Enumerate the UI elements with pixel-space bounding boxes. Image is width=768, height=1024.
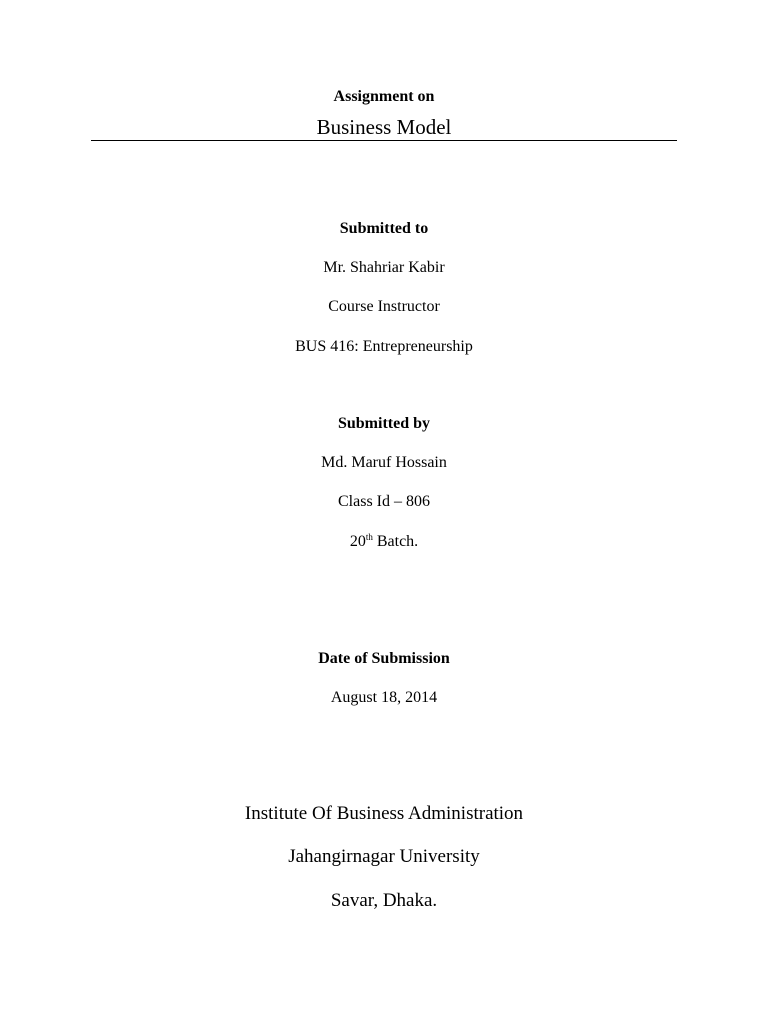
title-divider (91, 140, 677, 141)
location: Savar, Dhaka. (330, 890, 438, 911)
batch-ordinal: th (365, 532, 373, 542)
instructor-name: Mr. Shahriar Kabir (323, 259, 445, 276)
batch (0, 534, 768, 550)
assignment-kicker: Assignment on (333, 88, 435, 105)
class-id: Class Id – 806 (338, 493, 430, 510)
instructor-role: Course Instructor (328, 298, 440, 315)
batch-number: 20 (349, 533, 366, 550)
course-name: BUS 416: Entrepreneurship (295, 338, 473, 355)
institute-name: Institute Of Business Administration (244, 803, 524, 824)
submission-date: August 18, 2014 (330, 689, 438, 706)
assignment-title: Business Model (316, 115, 452, 139)
submitted-by-heading: Submitted by (337, 415, 431, 432)
submitted-to-heading: Submitted to (339, 220, 429, 237)
batch-suffix: Batch. (372, 533, 419, 550)
submission-date-heading: Date of Submission (318, 650, 450, 667)
student-name: Md. Maruf Hossain (321, 454, 447, 471)
university-name: Jahangirnagar University (288, 846, 480, 867)
